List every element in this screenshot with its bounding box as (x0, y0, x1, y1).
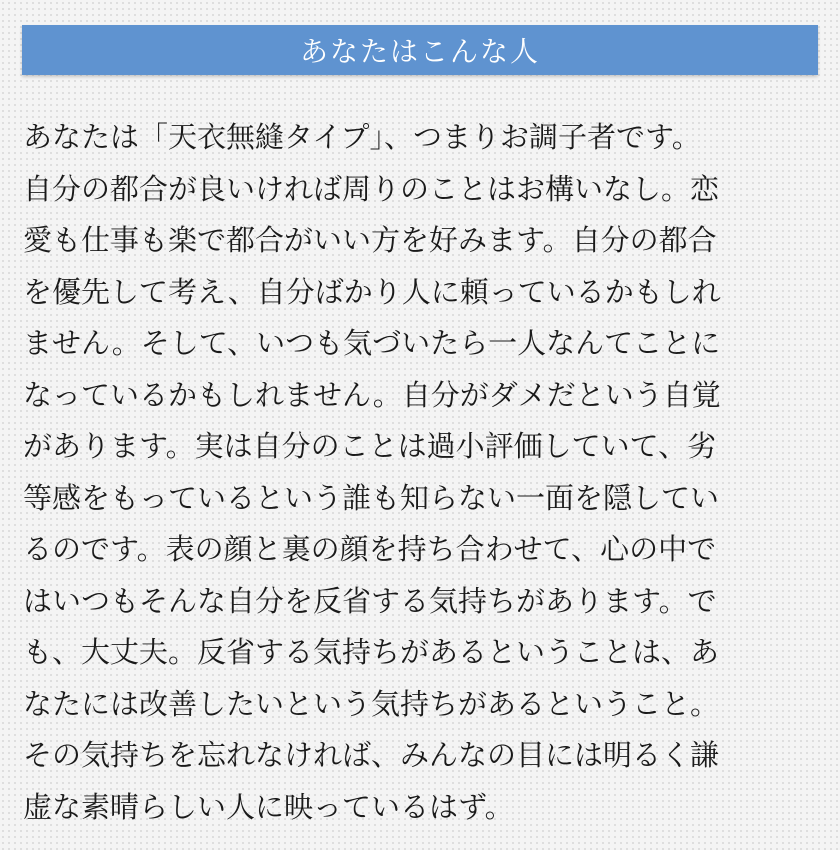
description-line: はいつもそんな自分を反省する気持ちがあります。で (23, 583, 717, 618)
description-line: るのです。表の顔と裏の顔を持ち合わせて、心の中で (23, 532, 717, 566)
description-line: も、大丈夫。反省する気持ちがあるということは、あ (23, 635, 720, 669)
description-text (23, 112, 823, 833)
description-line: なたには改善したいという気持ちがあるということ。 (23, 686, 720, 721)
description-line: ません。そして、いつも気づいたら一人なんてことに (23, 326, 721, 360)
description-line: 自分の都合が良いければ周りのことはお構いなし。恋 (23, 171, 720, 206)
description-line: 愛も仕事も楽で都合がいい方を好みます。自分の都合 (23, 223, 717, 257)
description-line: なっているかもしれません。自分がダメだという自覚 (23, 377, 721, 412)
section-header (22, 25, 818, 75)
description-line: その気持ちを忘れなければ、みんなの目には明るく謙 (23, 738, 720, 772)
section-title: あなたはこんな人 (299, 35, 540, 68)
description-line: 等感をもっているという誰も知らない一面を隠してい (23, 480, 720, 515)
description-line: があります。実は自分のことは過小評価していて、劣 (23, 429, 717, 463)
description-line: を優先して考え、自分ばかり人に頼っているかもしれ (23, 274, 721, 309)
description-line: 虚な素晴らしい人に映っているはず。 (23, 789, 514, 824)
description-line: あなたは「天衣無縫タイプ」、つまりお調子者です。 (23, 120, 701, 154)
